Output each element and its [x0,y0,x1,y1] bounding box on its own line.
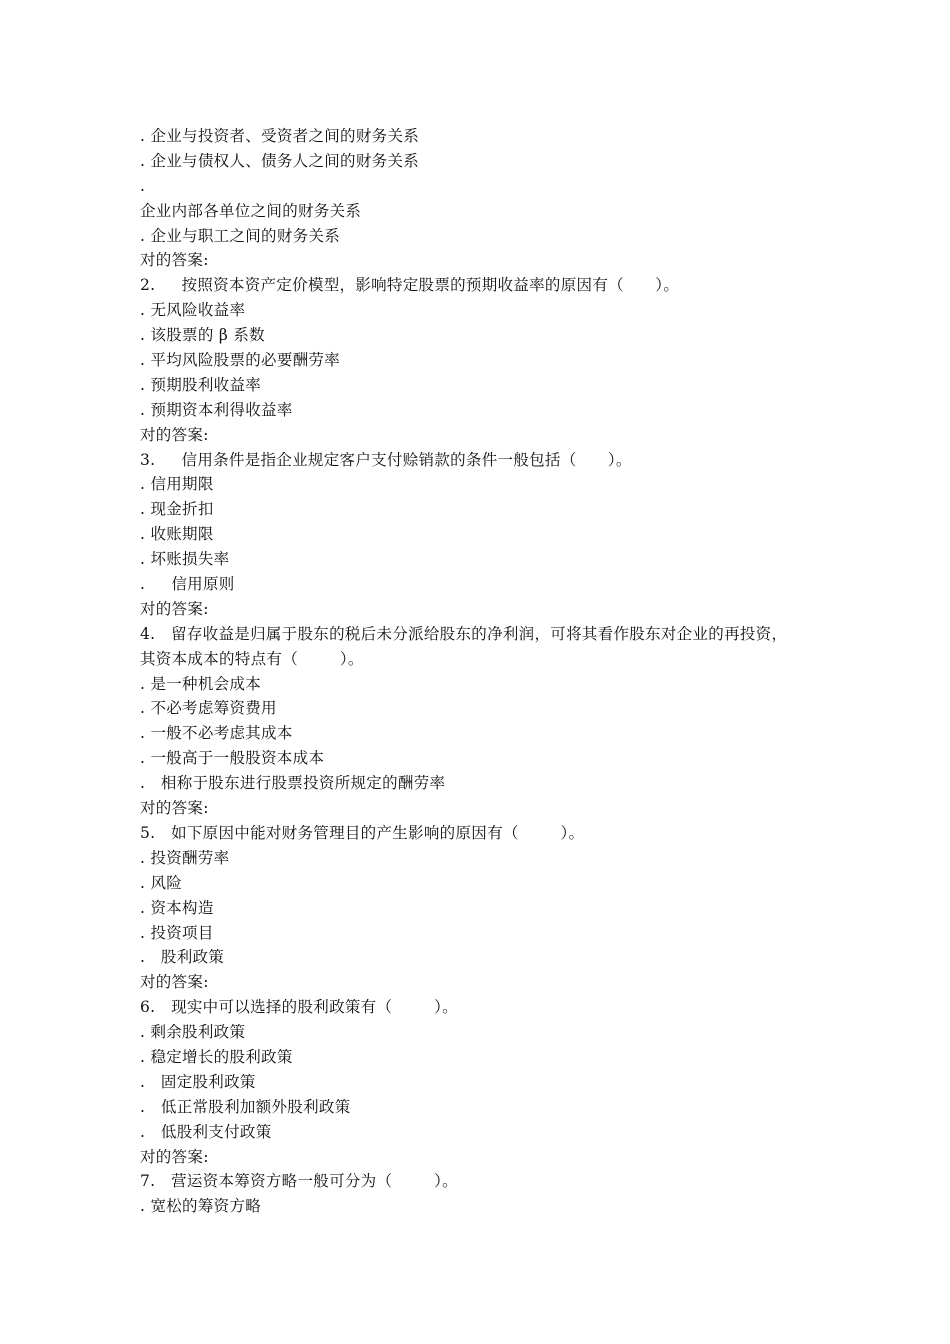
answer-label: 对的答案: [140,425,209,444]
option-line: . 相称于股东进行股票投资所规定的酬劳率 [140,774,446,793]
option-line: . 收账期限 [140,525,214,544]
option-line: . 低正常股利加额外股利政策 [140,1097,351,1116]
document-page [140,124,860,1219]
answer-label: 对的答案: [140,1147,209,1166]
option-line: . 稳定增长的股利政策 [140,1047,293,1066]
option-line: . 企业与债权人、债务人之间的财务关系 [140,151,420,170]
option-line: . 平均风险股票的必要酬劳率 [140,351,341,370]
option-line: . 一般不必考虑其成本 [140,724,293,743]
option-line: . 无风险收益率 [140,301,246,320]
option-line: . 企业与投资者、受资者之间的财务关系 [140,127,420,145]
answer-label: 对的答案: [140,599,209,618]
option-line: . 企业与职工之间的财务关系 [140,226,341,245]
option-line: . 信用期限 [140,475,214,494]
option-line: . 固定股利政策 [140,1072,256,1091]
option-line: . 预期股利收益率 [140,375,262,394]
option-line: . 投资项目 [140,923,214,942]
option-line: 企业内部各单位之间的财务关系 [140,201,362,220]
option-line: . 风险 [140,873,183,892]
option-line: . 宽松的筹资方略 [140,1197,262,1216]
option-line: . 信用原则 [140,575,235,594]
question-text-continued: 其资本成本的特点有（ ）。 [140,649,364,668]
question-text: 2. 按照资本资产定价模型，影响特定股票的预期收益率的原因有（ ）。 [140,276,680,295]
question-text: 3. 信用条件是指企业规定客户支付赊销款的条件一般包括（ ）。 [140,450,632,469]
option-line: . 一般高于一般股资本成本 [140,749,325,768]
question-text: 5. 如下原因中能对财务管理目的产生影响的原因有（ ）。 [140,823,585,842]
option-line: . 现金折扣 [140,500,214,519]
option-line: . 股利政策 [140,948,225,967]
option-line: . 不必考虑筹资费用 [140,699,277,718]
option-line: . [140,176,146,195]
answer-label: 对的答案: [140,799,209,818]
answer-label: 对的答案: [140,973,209,992]
option-line: . 预期资本利得收益率 [140,400,293,419]
option-line: . 低股利支付政策 [140,1122,272,1141]
option-line: . 资本构造 [140,898,214,917]
question-text: 4. 留存收益是归属于股东的税后未分派给股东的净利润，可将其看作股东对企业的再投资， [140,624,788,643]
option-line: . 坏账损失率 [140,550,230,569]
question-text: 6. 现实中可以选择的股利政策有（ ）。 [140,998,458,1017]
question-text: 7. 营运资本筹资方略一般可分为（ ）。 [140,1172,458,1191]
option-line: . 该股票的 β 系数 [140,326,265,345]
option-line: . 剩余股利政策 [140,1023,246,1042]
option-line: . 投资酬劳率 [140,848,230,867]
answer-label: 对的答案: [140,251,209,270]
option-line: . 是一种机会成本 [140,674,262,693]
